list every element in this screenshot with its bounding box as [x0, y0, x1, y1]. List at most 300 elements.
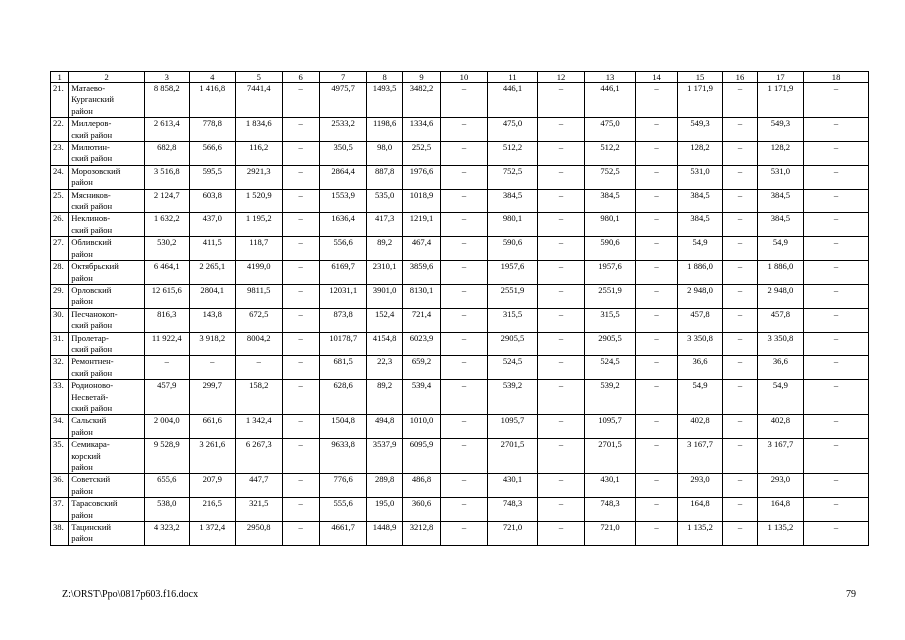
- table-cell: –: [282, 189, 319, 213]
- district-name: [69, 356, 145, 380]
- table-cell: –: [804, 237, 869, 261]
- district-name-line: Милютин-: [71, 142, 110, 153]
- district-name-line: Тарасовский: [71, 498, 118, 509]
- table-row: [51, 189, 869, 213]
- table-cell: –: [804, 189, 869, 213]
- table-cell: –: [282, 213, 319, 237]
- table-cell: –: [723, 213, 757, 237]
- table-cell: 672,5: [236, 308, 283, 332]
- table-cell: 1 416,8: [189, 83, 236, 118]
- table-row: [51, 415, 869, 439]
- table-cell: 512,2: [487, 142, 538, 166]
- column-number-header: 10: [441, 72, 488, 83]
- column-number-header: 16: [723, 72, 757, 83]
- row-number: 32.: [51, 356, 69, 380]
- district-name-line: Несветай-: [71, 391, 109, 402]
- district-name: [69, 189, 145, 213]
- table-cell: –: [804, 439, 869, 474]
- table-cell: –: [441, 439, 488, 474]
- table-cell: 475,0: [487, 118, 538, 142]
- district-name-line: Тацинский: [71, 522, 112, 533]
- table-cell: 1957,6: [487, 261, 538, 285]
- table-cell: 6 267,3: [236, 439, 283, 474]
- table-cell: –: [804, 165, 869, 189]
- district-name-line: Семикара-: [71, 439, 110, 450]
- table-cell: –: [804, 474, 869, 498]
- table-cell: –: [804, 83, 869, 118]
- table-cell: –: [441, 522, 488, 546]
- table-cell: 1010,0: [402, 415, 440, 439]
- table-cell: 603,8: [189, 189, 236, 213]
- column-number-header: 3: [145, 72, 189, 83]
- table-row: [51, 498, 869, 522]
- table-cell: –: [636, 261, 677, 285]
- table-cell: 1 171,9: [757, 83, 804, 118]
- table-cell: –: [804, 498, 869, 522]
- district-name: [69, 165, 145, 189]
- column-number-header: 2: [69, 72, 145, 83]
- table-cell: 12031,1: [319, 284, 367, 308]
- table-cell: 752,5: [487, 165, 538, 189]
- table-cell: –: [538, 261, 585, 285]
- table-cell: –: [636, 284, 677, 308]
- table-cell: –: [441, 332, 488, 356]
- table-row: [51, 522, 869, 546]
- table-cell: 289,8: [367, 474, 402, 498]
- table-cell: –: [538, 142, 585, 166]
- table-cell: 721,0: [487, 522, 538, 546]
- column-number-header: 7: [319, 72, 367, 83]
- table-row: [51, 165, 869, 189]
- column-number-header: 6: [282, 72, 319, 83]
- table-cell: 535,0: [367, 189, 402, 213]
- table-cell: 3 918,2: [189, 332, 236, 356]
- table-cell: 539,2: [584, 380, 636, 415]
- table-cell: 531,0: [757, 165, 804, 189]
- table-row: [51, 474, 869, 498]
- table-cell: 252,5: [402, 142, 440, 166]
- table-cell: –: [538, 356, 585, 380]
- table-cell: 628,6: [319, 380, 367, 415]
- row-number: 23.: [51, 142, 69, 166]
- table-cell: –: [538, 165, 585, 189]
- table-cell: –: [723, 261, 757, 285]
- table-cell: 1976,6: [402, 165, 440, 189]
- column-number-header: 4: [189, 72, 236, 83]
- table-cell: 1 372,4: [189, 522, 236, 546]
- table-cell: –: [723, 474, 757, 498]
- district-name: [69, 439, 145, 474]
- district-name-line: ский район: [71, 224, 113, 235]
- table-cell: 2950,8: [236, 522, 283, 546]
- district-name: [69, 261, 145, 285]
- table-cell: –: [723, 332, 757, 356]
- table-row: [51, 261, 869, 285]
- table-cell: 980,1: [584, 213, 636, 237]
- table-cell: 524,5: [487, 356, 538, 380]
- table-cell: 411,5: [189, 237, 236, 261]
- table-cell: –: [441, 380, 488, 415]
- table-cell: –: [636, 356, 677, 380]
- column-number-header: 15: [677, 72, 723, 83]
- table-cell: –: [636, 142, 677, 166]
- table-cell: 1 171,9: [677, 83, 723, 118]
- district-name: [69, 213, 145, 237]
- table-cell: 1 135,2: [677, 522, 723, 546]
- row-number: 35.: [51, 439, 69, 474]
- table-cell: 293,0: [757, 474, 804, 498]
- table-cell: 6169,7: [319, 261, 367, 285]
- table-cell: –: [636, 118, 677, 142]
- table-row: [51, 237, 869, 261]
- district-name-line: Мясников-: [71, 189, 111, 200]
- table-cell: 659,2: [402, 356, 440, 380]
- table-cell: –: [804, 332, 869, 356]
- table-cell: –: [723, 380, 757, 415]
- table-cell: 54,9: [677, 237, 723, 261]
- table-cell: 6095,9: [402, 439, 440, 474]
- table-cell: –: [441, 474, 488, 498]
- table-cell: 7441,4: [236, 83, 283, 118]
- district-name-line: Пролетар-: [71, 332, 109, 343]
- table-cell: 1 886,0: [677, 261, 723, 285]
- column-number-header: 18: [804, 72, 869, 83]
- table-cell: 1095,7: [584, 415, 636, 439]
- table-row: [51, 284, 869, 308]
- table-cell: 360,6: [402, 498, 440, 522]
- table-cell: 475,0: [584, 118, 636, 142]
- table-row: [51, 332, 869, 356]
- table-cell: 555,6: [319, 498, 367, 522]
- table-row: [51, 83, 869, 118]
- table-cell: 143,8: [189, 308, 236, 332]
- column-number-header: 8: [367, 72, 402, 83]
- row-number: 25.: [51, 189, 69, 213]
- table-cell: –: [538, 380, 585, 415]
- table-cell: 549,3: [677, 118, 723, 142]
- table-cell: 3901,0: [367, 284, 402, 308]
- table-cell: 446,1: [584, 83, 636, 118]
- table-cell: –: [441, 142, 488, 166]
- page-number: 79: [846, 589, 856, 600]
- table-row: [51, 439, 869, 474]
- table-cell: –: [441, 189, 488, 213]
- table-cell: 3 167,7: [757, 439, 804, 474]
- table-cell: 2 124,7: [145, 189, 189, 213]
- table-cell: –: [804, 356, 869, 380]
- table-cell: 748,3: [584, 498, 636, 522]
- district-name-line: район: [71, 272, 93, 283]
- table-cell: 446,1: [487, 83, 538, 118]
- table-cell: –: [538, 439, 585, 474]
- table-row: [51, 118, 869, 142]
- table-cell: 457,8: [677, 308, 723, 332]
- table-cell: 539,2: [487, 380, 538, 415]
- row-number: 29.: [51, 284, 69, 308]
- table-cell: 681,5: [319, 356, 367, 380]
- table-cell: 816,3: [145, 308, 189, 332]
- table-cell: –: [236, 356, 283, 380]
- district-name-line: Ремонтнен-: [71, 356, 114, 367]
- table-cell: –: [723, 83, 757, 118]
- table-cell: 384,5: [487, 189, 538, 213]
- row-number: 27.: [51, 237, 69, 261]
- column-number-header: 11: [487, 72, 538, 83]
- table-cell: 873,8: [319, 308, 367, 332]
- table-cell: –: [636, 332, 677, 356]
- district-name: [69, 118, 145, 142]
- table-cell: –: [723, 308, 757, 332]
- table-cell: 4154,8: [367, 332, 402, 356]
- table-cell: –: [538, 83, 585, 118]
- table-cell: –: [804, 261, 869, 285]
- table-cell: 549,3: [757, 118, 804, 142]
- table-cell: –: [441, 284, 488, 308]
- table-cell: –: [636, 165, 677, 189]
- table-cell: –: [441, 261, 488, 285]
- table-cell: –: [282, 237, 319, 261]
- table-cell: –: [636, 498, 677, 522]
- column-number-row: [51, 72, 869, 83]
- table-cell: –: [538, 474, 585, 498]
- table-cell: –: [636, 439, 677, 474]
- table-cell: –: [441, 356, 488, 380]
- table-cell: 2533,2: [319, 118, 367, 142]
- table-cell: 1 834,6: [236, 118, 283, 142]
- table-cell: –: [636, 83, 677, 118]
- table-cell: 164,8: [757, 498, 804, 522]
- table-cell: –: [282, 118, 319, 142]
- table-cell: 384,5: [757, 213, 804, 237]
- district-name-line: ский район: [71, 343, 113, 354]
- table-cell: 3 350,8: [757, 332, 804, 356]
- table-cell: 1334,6: [402, 118, 440, 142]
- district-name-line: Сальский: [71, 415, 107, 426]
- row-number: 34.: [51, 415, 69, 439]
- table-cell: 457,8: [757, 308, 804, 332]
- district-name-line: район: [71, 248, 93, 259]
- district-name-line: район: [71, 177, 93, 188]
- row-number: 36.: [51, 474, 69, 498]
- table-cell: 118,7: [236, 237, 283, 261]
- column-number-header: 9: [402, 72, 440, 83]
- table-cell: 36,6: [677, 356, 723, 380]
- table-cell: –: [538, 332, 585, 356]
- table-cell: –: [723, 189, 757, 213]
- table-cell: 350,5: [319, 142, 367, 166]
- district-name-line: район: [71, 426, 93, 437]
- table-cell: 752,5: [584, 165, 636, 189]
- table-cell: 3537,9: [367, 439, 402, 474]
- table-cell: –: [804, 284, 869, 308]
- table-cell: –: [282, 332, 319, 356]
- district-name: [69, 284, 145, 308]
- table-cell: –: [636, 380, 677, 415]
- table-cell: 164,8: [677, 498, 723, 522]
- table-cell: 655,6: [145, 474, 189, 498]
- table-cell: –: [145, 356, 189, 380]
- table-cell: 384,5: [757, 189, 804, 213]
- table-cell: –: [804, 522, 869, 546]
- column-number-header: 17: [757, 72, 804, 83]
- table-cell: 1636,4: [319, 213, 367, 237]
- district-name-line: Морозовский: [71, 165, 121, 176]
- table-cell: –: [723, 284, 757, 308]
- table-cell: 315,5: [584, 308, 636, 332]
- table-cell: –: [636, 415, 677, 439]
- table-cell: 195,0: [367, 498, 402, 522]
- table-cell: –: [282, 142, 319, 166]
- table-cell: –: [282, 261, 319, 285]
- table-cell: 556,6: [319, 237, 367, 261]
- table-cell: 2 948,0: [757, 284, 804, 308]
- table-cell: 539,4: [402, 380, 440, 415]
- table-cell: –: [282, 83, 319, 118]
- table-cell: 1 195,2: [236, 213, 283, 237]
- column-number-header: 13: [584, 72, 636, 83]
- table-cell: –: [282, 522, 319, 546]
- district-name: [69, 522, 145, 546]
- district-name-line: Родионово-: [71, 380, 114, 391]
- table-cell: 776,6: [319, 474, 367, 498]
- table-cell: 128,2: [757, 142, 804, 166]
- table-cell: 1 886,0: [757, 261, 804, 285]
- table-cell: –: [189, 356, 236, 380]
- table-cell: 4661,7: [319, 522, 367, 546]
- table-cell: 384,5: [584, 189, 636, 213]
- district-name: [69, 474, 145, 498]
- table-cell: 1198,6: [367, 118, 402, 142]
- table-cell: 1219,1: [402, 213, 440, 237]
- table-cell: 36,6: [757, 356, 804, 380]
- table-cell: 10178,7: [319, 332, 367, 356]
- table-cell: 299,7: [189, 380, 236, 415]
- table-cell: 54,9: [677, 380, 723, 415]
- table-cell: 590,6: [487, 237, 538, 261]
- row-number: 31.: [51, 332, 69, 356]
- row-number: 21.: [51, 83, 69, 118]
- table-cell: 512,2: [584, 142, 636, 166]
- table-cell: 384,5: [677, 213, 723, 237]
- table-cell: 9811,5: [236, 284, 283, 308]
- row-number: 33.: [51, 380, 69, 415]
- table-cell: 3482,2: [402, 83, 440, 118]
- table-cell: 152,4: [367, 308, 402, 332]
- row-number: 24.: [51, 165, 69, 189]
- table-cell: –: [538, 522, 585, 546]
- table-cell: –: [636, 189, 677, 213]
- table-cell: –: [538, 118, 585, 142]
- table-cell: 430,1: [584, 474, 636, 498]
- table-cell: –: [804, 380, 869, 415]
- table-cell: 417,3: [367, 213, 402, 237]
- row-number: 37.: [51, 498, 69, 522]
- district-name-line: Октябрьский: [71, 261, 119, 272]
- row-number: 30.: [51, 308, 69, 332]
- table-row: [51, 142, 869, 166]
- table-cell: 158,2: [236, 380, 283, 415]
- table-cell: –: [804, 142, 869, 166]
- table-cell: 8130,1: [402, 284, 440, 308]
- table-cell: –: [282, 308, 319, 332]
- district-name-line: район: [71, 105, 93, 116]
- table-cell: 595,5: [189, 165, 236, 189]
- table-cell: –: [441, 118, 488, 142]
- table-cell: 721,4: [402, 308, 440, 332]
- table-cell: –: [441, 415, 488, 439]
- district-name-line: Орловский: [71, 284, 112, 295]
- table-cell: 9633,8: [319, 439, 367, 474]
- table-cell: –: [538, 237, 585, 261]
- table-cell: 2864,4: [319, 165, 367, 189]
- table-cell: –: [723, 522, 757, 546]
- table-cell: 54,9: [757, 237, 804, 261]
- table-cell: 2 004,0: [145, 415, 189, 439]
- table-cell: –: [636, 308, 677, 332]
- table-cell: –: [282, 439, 319, 474]
- district-name-line: Неклинов-: [71, 213, 111, 224]
- table-cell: –: [282, 380, 319, 415]
- table-cell: –: [538, 308, 585, 332]
- row-number: 22.: [51, 118, 69, 142]
- table-cell: 980,1: [487, 213, 538, 237]
- data-table: [50, 71, 869, 546]
- table-cell: 54,9: [757, 380, 804, 415]
- table-cell: –: [804, 213, 869, 237]
- table-cell: 402,8: [677, 415, 723, 439]
- district-name-line: ский район: [71, 129, 113, 140]
- table-cell: 2905,5: [487, 332, 538, 356]
- table-cell: 1 520,9: [236, 189, 283, 213]
- district-name-line: ский район: [71, 402, 113, 413]
- table-cell: –: [441, 213, 488, 237]
- table-cell: –: [282, 498, 319, 522]
- table-cell: 682,8: [145, 142, 189, 166]
- table-cell: –: [723, 439, 757, 474]
- table-cell: 1493,5: [367, 83, 402, 118]
- table-cell: 12 615,6: [145, 284, 189, 308]
- table-cell: –: [282, 415, 319, 439]
- table-cell: –: [723, 415, 757, 439]
- district-name-line: ский район: [71, 201, 113, 212]
- table-cell: 6023,9: [402, 332, 440, 356]
- table-cell: 778,8: [189, 118, 236, 142]
- district-name-line: район: [71, 296, 93, 307]
- district-name: [69, 498, 145, 522]
- table-cell: 6 464,1: [145, 261, 189, 285]
- table-cell: 887,8: [367, 165, 402, 189]
- table-cell: 457,9: [145, 380, 189, 415]
- table-cell: 1504,8: [319, 415, 367, 439]
- district-name-line: Советский: [71, 474, 111, 485]
- table-cell: –: [723, 165, 757, 189]
- table-cell: 2310,1: [367, 261, 402, 285]
- table-cell: –: [723, 498, 757, 522]
- table-cell: 216,5: [189, 498, 236, 522]
- table-cell: 3 167,7: [677, 439, 723, 474]
- table-cell: –: [538, 498, 585, 522]
- table-cell: –: [723, 237, 757, 261]
- footer-file-path: Z:\ORST\Ppo\0817p603.f16.docx: [62, 589, 199, 600]
- district-name-line: корский: [71, 450, 101, 461]
- table-cell: –: [636, 213, 677, 237]
- table-cell: 1018,9: [402, 189, 440, 213]
- table-cell: 2701,5: [487, 439, 538, 474]
- district-name-line: ский район: [71, 320, 113, 331]
- column-number-header: 12: [538, 72, 585, 83]
- table-cell: 4199,0: [236, 261, 283, 285]
- table-cell: –: [282, 474, 319, 498]
